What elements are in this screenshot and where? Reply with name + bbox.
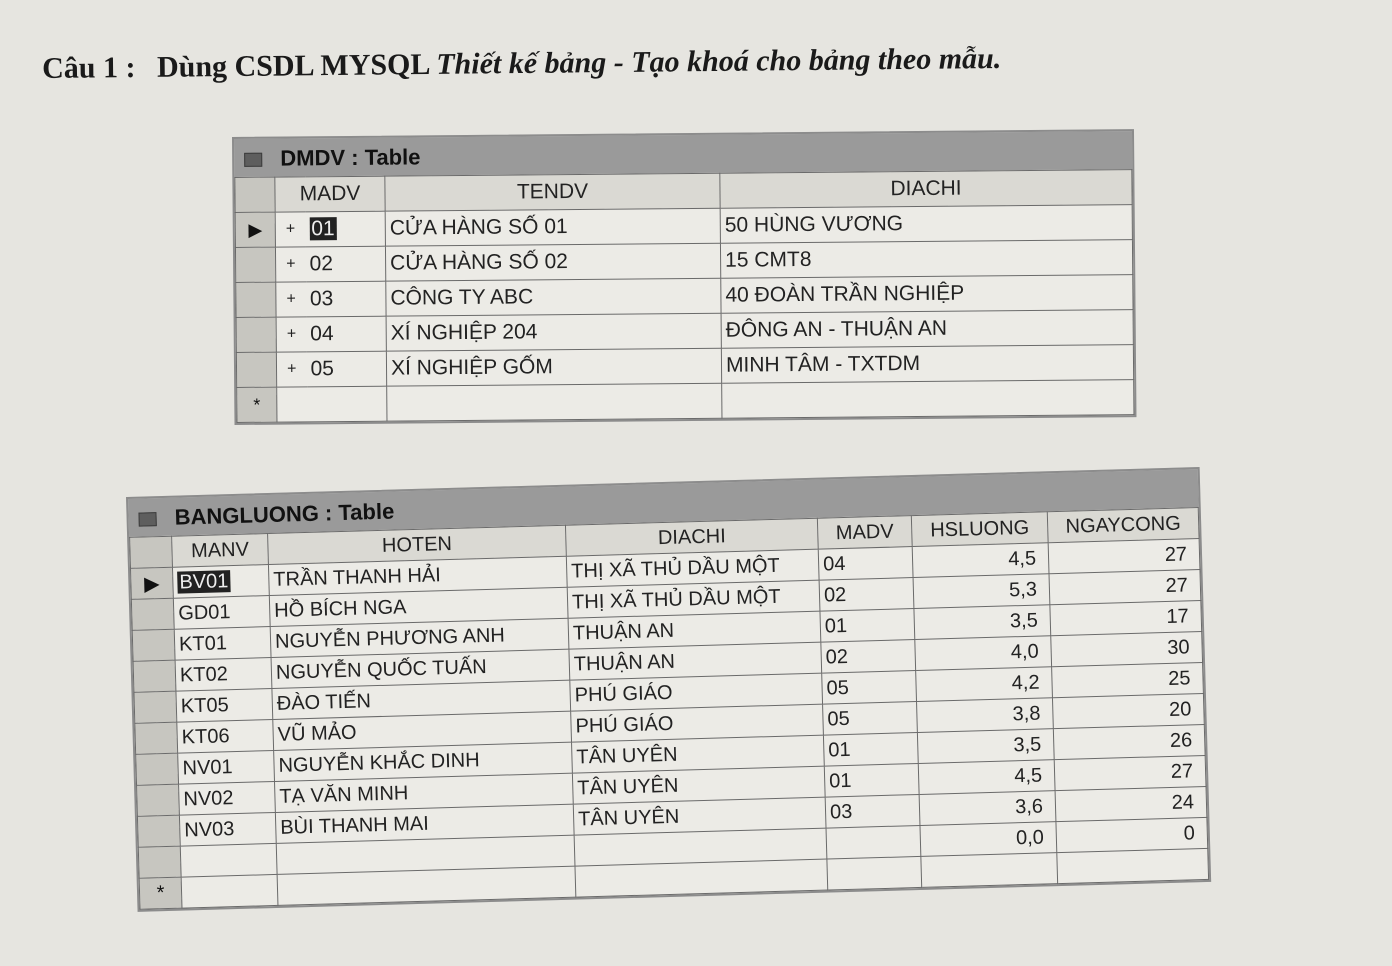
cell-hsluong[interactable]: 4,5	[912, 543, 1049, 578]
record-selector[interactable]	[137, 784, 180, 816]
cell-ngaycong[interactable]: 0	[1056, 817, 1208, 852]
cell-madv-value: 03	[309, 287, 334, 311]
cell-tendv[interactable]: XÍ NGHIỆP GỐM	[386, 348, 721, 386]
question-text-italic: Thiết kế bảng - Tạo khoá cho bảng theo mẫu.	[436, 41, 1002, 81]
question-text: Dùng CSDL MYSQL	[156, 47, 429, 84]
cell-hoten[interactable]: NGUYỄN PHƯƠNG ANH	[270, 618, 569, 657]
record-selector[interactable]	[138, 846, 181, 878]
record-selector[interactable]	[236, 282, 276, 317]
record-selector[interactable]	[132, 629, 175, 661]
dmdv-title: DMDV : Table	[280, 144, 421, 171]
cell-manv[interactable]: KT02	[175, 658, 272, 692]
cell-ngaycong[interactable]: 20	[1052, 693, 1204, 728]
cell-ngaycong[interactable]	[1057, 848, 1209, 883]
cell-manv-value: BV01	[179, 569, 229, 594]
cell-hsluong[interactable]: 0,0	[920, 822, 1057, 857]
record-selector-header[interactable]	[130, 536, 173, 568]
cell-manv[interactable]: GD01	[173, 596, 270, 630]
cell-madv[interactable]: 01	[823, 732, 918, 766]
current-record-indicator-icon[interactable]: ▶	[235, 212, 275, 247]
cell-ngaycong[interactable]: 27	[1054, 755, 1206, 790]
cell-hsluong[interactable]: 3,6	[919, 791, 1056, 826]
cell-hsluong[interactable]: 4,5	[918, 760, 1055, 795]
cell-madv[interactable]: 03	[825, 794, 920, 828]
cell-madv[interactable]: 02	[819, 578, 914, 612]
cell-madv[interactable]: 01	[820, 609, 915, 643]
cell-diachi[interactable]: THỊ XÃ THỦ DẦU MỘT	[566, 549, 819, 587]
column-header-ngaycong[interactable]: NGAYCONG	[1047, 508, 1199, 543]
record-selector[interactable]	[136, 753, 179, 785]
cell-hoten[interactable]: VŨ MẢO	[273, 711, 572, 750]
cell-madv-value: 02	[309, 252, 334, 276]
column-header-diachi[interactable]: DIACHI	[565, 518, 818, 556]
cell-tendv[interactable]: CỬA HÀNG SỐ 01	[385, 208, 720, 246]
cell-diachi[interactable]: THUẬN AN	[568, 611, 821, 649]
cell-diachi[interactable]: 15 CMT8	[720, 240, 1132, 279]
new-record-row[interactable]	[237, 380, 1134, 423]
expand-subdatasheet-icon[interactable]: +	[276, 352, 306, 387]
expand-subdatasheet-icon[interactable]: +	[276, 317, 306, 352]
cell-hsluong[interactable]	[921, 853, 1058, 888]
cell-ngaycong[interactable]: 27	[1049, 570, 1201, 605]
cell-diachi[interactable]: THỊ XÃ THỦ DẦU MỘT	[567, 580, 820, 618]
cell-manv[interactable]: KT01	[174, 627, 271, 661]
cell-madv[interactable]	[306, 316, 386, 352]
record-selector-header[interactable]	[235, 177, 275, 212]
cell-ngaycong[interactable]: 25	[1052, 663, 1204, 698]
cell-diachi[interactable]: PHÚ GIÁO	[570, 673, 823, 711]
bangluong-grid[interactable]	[129, 507, 1209, 910]
cell-madv[interactable]	[277, 386, 387, 422]
bangluong-title: BANGLUONG : Table	[174, 498, 395, 530]
cell-diachi[interactable]: MINH TÂM - TXTDM	[721, 345, 1133, 384]
expand-subdatasheet-icon[interactable]: +	[275, 247, 305, 282]
cell-hoten[interactable]: TRẦN THANH HẢI	[268, 556, 567, 595]
cell-diachi[interactable]	[722, 380, 1134, 419]
table-icon	[244, 153, 262, 167]
bangluong-table-window[interactable]	[126, 467, 1211, 912]
new-record-icon[interactable]: *	[237, 387, 277, 422]
new-record-icon[interactable]: *	[139, 877, 182, 909]
record-selector[interactable]	[135, 722, 178, 754]
cell-manv[interactable]: KT05	[176, 689, 273, 723]
cell-diachi[interactable]: 40 ĐOÀN TRẦN NGHIỆP	[721, 275, 1133, 314]
column-header-diachi[interactable]: DIACHI	[720, 170, 1132, 209]
cell-tendv[interactable]: CỬA HÀNG SỐ 02	[385, 243, 720, 281]
cell-hsluong[interactable]: 3,5	[914, 605, 1051, 640]
cell-diachi[interactable]: ĐÔNG AN - THUẬN AN	[721, 310, 1133, 349]
cell-diachi[interactable]: 50 HÙNG VƯƠNG	[720, 205, 1132, 244]
cell-manv[interactable]: NV01	[178, 750, 275, 784]
cell-tendv[interactable]	[387, 383, 722, 421]
record-selector[interactable]	[134, 691, 177, 723]
expand-subdatasheet-icon[interactable]: +	[276, 282, 306, 317]
column-header-hsluong[interactable]: HSLUONG	[911, 512, 1048, 547]
cell-manv[interactable]	[180, 843, 277, 877]
cell-hsluong[interactable]: 4,0	[915, 636, 1052, 671]
cell-manv[interactable]	[181, 874, 278, 908]
record-selector[interactable]	[137, 815, 180, 847]
cell-manv[interactable]: NV03	[179, 812, 276, 846]
cell-madv[interactable]: 04	[818, 547, 913, 581]
column-header-madv[interactable]: MADV	[817, 516, 912, 550]
cell-ngaycong[interactable]: 24	[1055, 786, 1207, 821]
cell-madv[interactable]	[305, 246, 385, 282]
record-selector[interactable]	[131, 598, 174, 630]
column-header-madv[interactable]: MADV	[275, 176, 385, 212]
cell-madv[interactable]	[306, 281, 386, 317]
expand-subdatasheet-icon[interactable]: +	[275, 212, 305, 247]
cell-hoten[interactable]: TẠ VĂN MINH	[275, 773, 574, 812]
cell-hsluong[interactable]: 5,3	[913, 574, 1050, 609]
cell-ngaycong[interactable]: 17	[1050, 601, 1202, 636]
cell-madv-value: 05	[310, 357, 334, 381]
cell-hoten[interactable]: NGUYỄN QUỐC TUẤN	[271, 649, 570, 688]
cell-hoten[interactable]: ĐÀO TIẾN	[272, 680, 571, 719]
record-selector[interactable]	[133, 660, 176, 692]
dmdv-grid[interactable]	[234, 169, 1134, 423]
cell-manv[interactable]: KT06	[177, 719, 274, 753]
cell-manv[interactable]	[172, 565, 269, 599]
cell-hsluong[interactable]: 3,8	[917, 698, 1054, 733]
cell-diachi[interactable]: THUẬN AN	[569, 642, 822, 680]
cell-hoten[interactable]: NGUYỄN KHẮC DINH	[274, 742, 573, 781]
cell-manv[interactable]: NV02	[179, 781, 276, 815]
cell-madv[interactable]: 05	[822, 671, 917, 705]
cell-madv-value: 01	[311, 217, 335, 241]
cell-hsluong[interactable]: 4,2	[916, 667, 1053, 702]
cell-madv[interactable]: 01	[824, 763, 919, 797]
column-header-tendv[interactable]: TENDV	[385, 173, 720, 211]
record-selector[interactable]	[236, 352, 276, 387]
cell-hoten[interactable]: BÙI THANH MAI	[275, 804, 574, 843]
dmdv-table-window[interactable]	[232, 129, 1136, 425]
cell-madv[interactable]	[827, 856, 922, 890]
column-header-hoten[interactable]: HOTEN	[268, 525, 567, 564]
column-header-manv[interactable]: MANV	[172, 534, 269, 568]
cell-diachi[interactable]: TÂN UYÊN	[573, 797, 826, 835]
cell-ngaycong[interactable]: 26	[1053, 724, 1205, 759]
cell-madv-value: 04	[310, 322, 334, 346]
cell-diachi[interactable]: PHÚ GIÁO	[571, 704, 824, 742]
cell-madv[interactable]	[826, 825, 921, 859]
cell-ngaycong[interactable]: 30	[1051, 632, 1203, 667]
question-label: Câu 1 :	[42, 51, 136, 85]
cell-madv[interactable]	[306, 351, 386, 387]
cell-diachi[interactable]: TÂN UYÊN	[572, 735, 825, 773]
cell-tendv[interactable]: XÍ NGHIỆP 204	[386, 313, 721, 351]
cell-madv[interactable]: 05	[823, 702, 918, 736]
cell-hoten[interactable]: HỒ BÍCH NGA	[269, 587, 568, 626]
record-selector[interactable]	[236, 317, 276, 352]
cell-diachi[interactable]: TÂN UYÊN	[572, 766, 825, 804]
cell-madv[interactable]: 02	[821, 640, 916, 674]
cell-diachi[interactable]	[575, 859, 828, 897]
cell-tendv[interactable]: CÔNG TY ABC	[386, 278, 721, 316]
table-icon	[138, 512, 156, 526]
cell-hsluong[interactable]: 3,5	[917, 729, 1054, 764]
cell-ngaycong[interactable]: 27	[1048, 539, 1200, 574]
question-heading	[42, 42, 1001, 86]
record-selector[interactable]	[235, 247, 275, 282]
cell-madv[interactable]	[305, 211, 385, 247]
current-record-indicator-icon[interactable]: ▶	[130, 567, 173, 599]
